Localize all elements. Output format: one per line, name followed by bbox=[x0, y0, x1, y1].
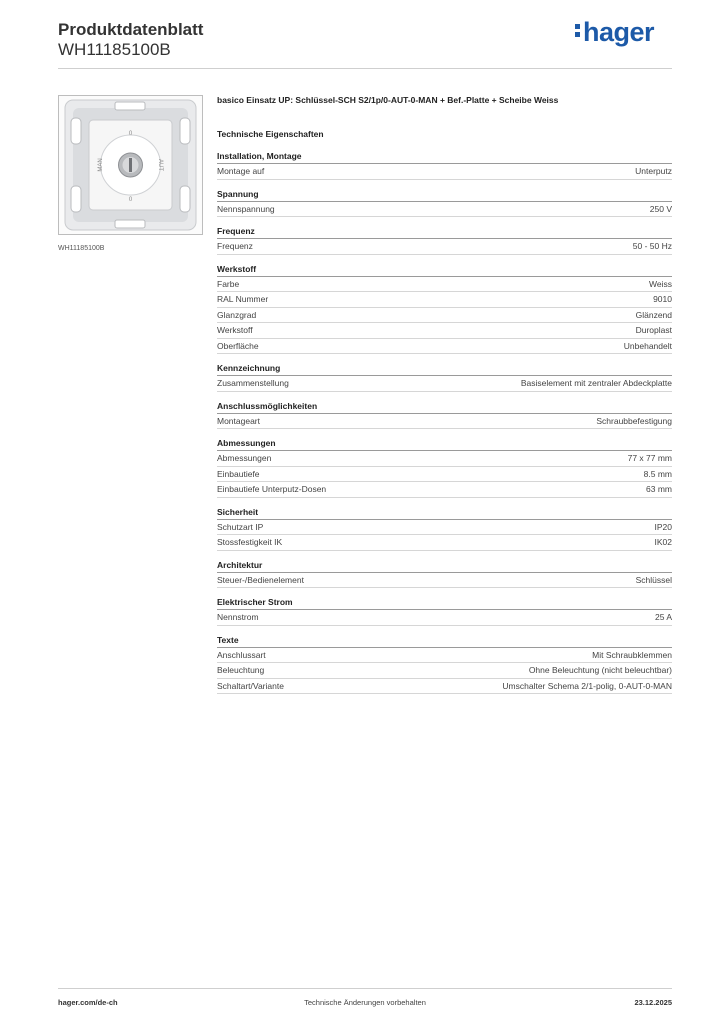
property-row bbox=[217, 535, 672, 551]
property-row bbox=[217, 202, 672, 218]
property-section bbox=[217, 560, 672, 589]
property-value: 8.5 mm bbox=[643, 468, 672, 479]
property-section bbox=[217, 151, 672, 180]
property-label: Einbautiefe Unterputz-Dosen bbox=[217, 484, 327, 494]
label-aut: AUT bbox=[157, 159, 163, 171]
hager-logo: hager bbox=[575, 17, 654, 48]
property-row bbox=[217, 308, 672, 324]
property-row bbox=[217, 520, 672, 536]
section-title: Werkstoff bbox=[217, 264, 672, 277]
page-header bbox=[58, 20, 203, 60]
property-label: Farbe bbox=[217, 278, 240, 289]
property-value: Glänzend bbox=[635, 309, 672, 320]
property-row bbox=[217, 610, 672, 626]
property-label: Schaltart/Variante bbox=[217, 680, 284, 691]
property-value: Schraubbefestigung bbox=[596, 415, 672, 426]
label-top-zero: 0 bbox=[128, 131, 133, 137]
property-label: Schutzart IP bbox=[217, 521, 264, 532]
property-value: 50 - 50 Hz bbox=[632, 241, 672, 251]
section-title: Architektur bbox=[217, 560, 672, 573]
property-row bbox=[217, 376, 672, 392]
property-label: Montageart bbox=[217, 415, 260, 426]
property-value: Unterputz bbox=[635, 166, 672, 176]
property-row bbox=[217, 414, 672, 430]
property-value: 77 x 77 mm bbox=[627, 453, 672, 463]
property-label: Abmessungen bbox=[217, 453, 272, 463]
property-row bbox=[217, 323, 672, 339]
property-label: Nennstrom bbox=[217, 612, 259, 622]
property-row bbox=[217, 482, 672, 498]
property-value: IP20 bbox=[654, 521, 672, 532]
property-value: Basiselement mit zentraler Abdeckplatte bbox=[520, 378, 672, 388]
property-section bbox=[217, 597, 672, 626]
property-row bbox=[217, 164, 672, 180]
property-label: Steuer-/Bedienelement bbox=[217, 574, 304, 585]
property-label: Glanzgrad bbox=[217, 309, 257, 320]
section-title: Anschlussmöglichkeiten bbox=[217, 401, 672, 414]
page-title: Produktdatenblatt bbox=[58, 20, 204, 39]
footer-date: 23.12.2025 bbox=[634, 998, 672, 1007]
property-row bbox=[217, 339, 672, 355]
property-row bbox=[217, 467, 672, 483]
property-label: Stossfestigkeit IK bbox=[217, 537, 283, 547]
property-row bbox=[217, 663, 672, 679]
property-row bbox=[217, 573, 672, 589]
property-row bbox=[217, 292, 672, 308]
property-value: 25 A bbox=[654, 612, 672, 622]
property-value: IK02 bbox=[654, 537, 672, 547]
property-section bbox=[217, 507, 672, 551]
image-caption: WH11185100B bbox=[58, 245, 105, 252]
footer-divider bbox=[58, 988, 672, 989]
property-row bbox=[217, 451, 672, 467]
property-value: 250 V bbox=[649, 203, 672, 214]
section-title: Spannung bbox=[217, 189, 672, 202]
logo-colon-icon bbox=[575, 21, 581, 40]
section-title: Installation, Montage bbox=[217, 151, 672, 164]
footer-website: hager.com/de-ch bbox=[58, 998, 118, 1007]
property-value: 9010 bbox=[653, 294, 672, 304]
product-image bbox=[58, 95, 203, 235]
property-value: Ohne Beleuchtung (nicht beleuchtbar) bbox=[528, 665, 672, 675]
property-label: Montage auf bbox=[217, 166, 265, 176]
property-label: Anschlussart bbox=[217, 649, 266, 660]
footer-disclaimer: Technische Änderungen vorbehalten bbox=[304, 998, 426, 1007]
product-description: basico Einsatz UP: Schlüssel-SCH S2/1p/0-AUT-0-MAN + Bef.-Platte + Scheibe Weiss bbox=[217, 95, 559, 105]
property-label: Nennspannung bbox=[217, 203, 275, 214]
property-section bbox=[217, 264, 672, 355]
property-label: Frequenz bbox=[217, 241, 253, 251]
section-title: Kennzeichnung bbox=[217, 363, 672, 376]
technical-properties-title: Technische Eigenschaften bbox=[217, 129, 324, 139]
section-title: Texte bbox=[217, 635, 672, 648]
property-label: Werkstoff bbox=[217, 325, 253, 335]
property-value: Unbehandelt bbox=[623, 340, 672, 351]
property-row bbox=[217, 239, 672, 255]
property-label: Oberfläche bbox=[217, 340, 259, 351]
property-section bbox=[217, 189, 672, 218]
datasheet-content bbox=[217, 95, 672, 703]
label-bottom-zero: 0 bbox=[128, 197, 133, 203]
property-value: Duroplast bbox=[635, 325, 672, 335]
property-value: Mit Schraubklemmen bbox=[592, 649, 672, 660]
property-row bbox=[217, 648, 672, 664]
section-title: Sicherheit bbox=[217, 507, 672, 520]
property-section bbox=[217, 401, 672, 430]
property-value: 63 mm bbox=[646, 484, 672, 494]
section-title: Elektrischer Strom bbox=[217, 597, 672, 610]
property-label: Beleuchtung bbox=[217, 665, 265, 675]
property-section bbox=[217, 226, 672, 255]
header-divider bbox=[58, 68, 672, 69]
article-number: WH11185100B bbox=[58, 40, 171, 59]
section-title: Frequenz bbox=[217, 226, 672, 239]
property-value: Umschalter Schema 2/1-polig, 0-AUT-0-MAN bbox=[502, 680, 672, 691]
label-man: MAN bbox=[98, 158, 104, 172]
key-switch-illustration bbox=[59, 96, 202, 234]
property-section bbox=[217, 363, 672, 392]
property-section bbox=[217, 635, 672, 695]
property-row bbox=[217, 679, 672, 695]
property-label: Zusammenstellung bbox=[217, 378, 289, 388]
property-label: Einbautiefe bbox=[217, 468, 260, 479]
property-label: RAL Nummer bbox=[217, 294, 269, 304]
property-section bbox=[217, 438, 672, 498]
property-sections bbox=[217, 151, 672, 694]
property-row bbox=[217, 277, 672, 293]
property-value: Weiss bbox=[649, 278, 672, 289]
section-title: Abmessungen bbox=[217, 438, 672, 451]
property-value: Schlüssel bbox=[635, 574, 672, 585]
